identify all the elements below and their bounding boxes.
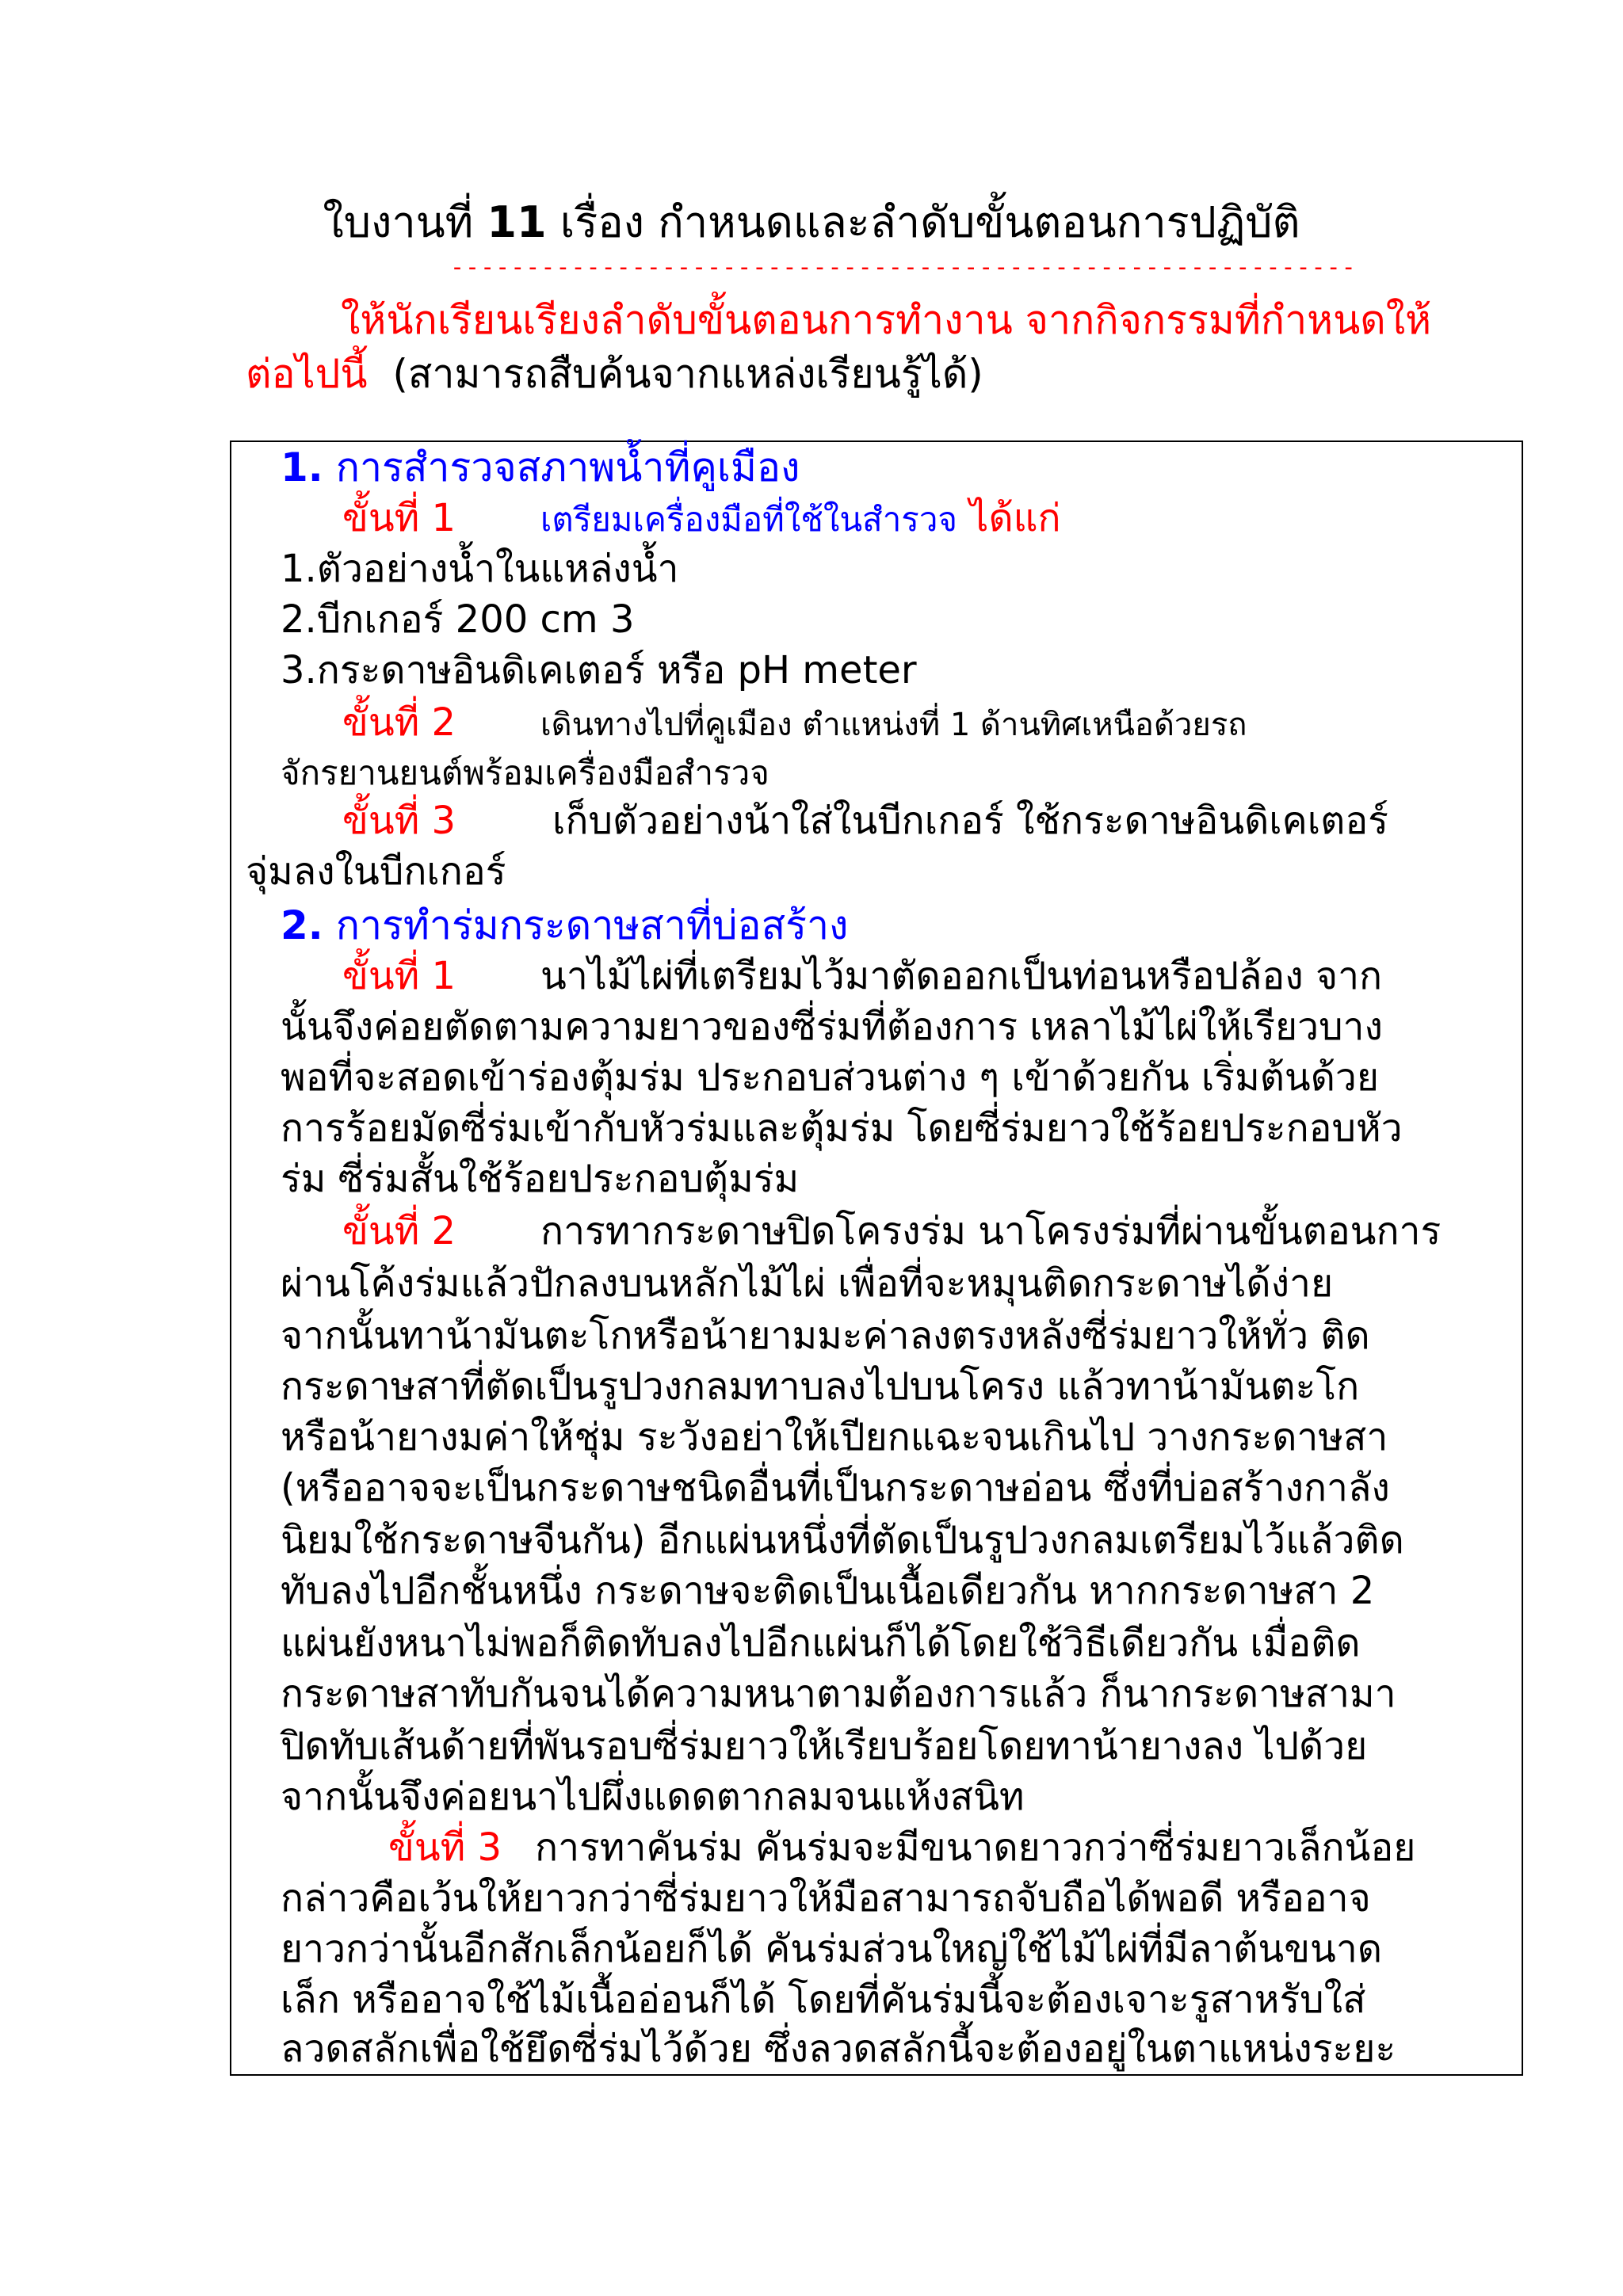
title-prefix: ใบงานที่ [323, 197, 487, 247]
paragraph-line: จากนั้นทาน้ามันตะโกหรือน้ายามมะค่าลงตรงหลังซี่ร่มยาวให้ทั่ว ติด [281, 1314, 1370, 1358]
list-item: 1.ตัวอย่างน้ำในแหล่งน้ำ [281, 547, 679, 591]
section-2-title: การทำร่มกระดาษสาที่บ่อสร้าง [335, 902, 849, 948]
section-2-heading [281, 902, 848, 949]
section-1-title: การสำรวจสภาพน้ำที่คูเมือง [335, 444, 800, 490]
paragraph-line: ยาวกว่านั้นอีกสักเล็กน้อยก็ได้ คันร่มส่วนใหญ่ใช้ไม้ไผ่ที่มีลาต้นขนาด [281, 1927, 1382, 1971]
paragraph-line: นั้นจึงค่อยตัดตามความยาวของซี่ร่มที่ต้องการ เหลาไม้ไผ่ให้เรียวบาง [281, 1005, 1383, 1049]
paragraph-line: กระดาษสาที่ตัดเป็นรูปวงกลมทาบลงไปบนโครง แล้วทาน้ามันตะโก [281, 1364, 1360, 1409]
step-continuation: จักรยานยนต์พร้อมเครื่องมือสำรวจ [281, 753, 769, 792]
step-label: ขั้นที่ 3 [342, 799, 456, 843]
paragraph-line: จากนั้นจึงค่อยนาไปผึ่งแดดตากลมจนแห้งสนิท [281, 1775, 1025, 1819]
section-2-step-3 [388, 1824, 1415, 1871]
instructions-line-2 [246, 347, 1490, 401]
section-2-step-1 [342, 952, 1382, 1000]
paragraph-line: หรือน้ายางมค่าให้ชุ่ม ระวังอย่าให้เปียกแฉะจนเกินไป วางกระดาษสา [281, 1415, 1388, 1459]
list-item: 2.บีกเกอร์ 200 cm 3 [281, 597, 635, 642]
paragraph-line: (หรืออาจจะเป็นกระดาษชนิดอื่นที่เป็นกระดาษอ่อน ซึ่งที่บ่อสร้างกาลัง [281, 1466, 1390, 1510]
paragraph-line: เล็ก หรืออาจใช้ไม้เนื้ออ่อนก็ได้ โดยที่คันร่มนี้จะต้องเจาะรูสาหรับใส่ [281, 1978, 1366, 2022]
section-2-number: 2. [281, 902, 323, 948]
step-label: ขั้นที่ 3 [388, 1825, 502, 1870]
instructions-line-1: ให้นักเรียนเรียงลำดับขั้นตอนการทำงาน จากกิจกรรมที่กำหนดให้ [341, 297, 1432, 343]
step-text: เตรียมเครื่องมือที่ใช้ในสำรวจ [540, 500, 958, 539]
title-number: 11 [487, 197, 547, 247]
step-text: การทาคันร่ม คันร่มจะมีขนาดยาวกว่าซี่ร่มยาวเล็กน้อย [535, 1825, 1416, 1870]
step-label: ขั้นที่ 1 [342, 496, 456, 540]
step-label: ขั้นที่ 2 [342, 700, 456, 745]
step-text: เดินทางไปที่คูเมือง ตำแหน่งที่ 1 ด้านทิศเหนือด้วยรถ [540, 707, 1247, 743]
instructions-note: (สามารถสืบค้นจากแหล่งเรียนรู้ได้) [392, 351, 983, 397]
section-1-number: 1. [281, 444, 323, 490]
worksheet-title [0, 195, 1623, 250]
paragraph-line: นิยมใช้กระดาษจีนกัน) อีกแผ่นหนึ่งที่ตัดเป็นรูปวงกลมเตรียมไว้แล้วติด [281, 1518, 1404, 1562]
list-item: 3.กระดาษอินดิเคเตอร์ หรือ pH meter [281, 648, 917, 692]
paragraph-line: แผ่นยังหนาไม่พอก็ติดทับลงไปอีกแผ่นก็ได้โดยใช้วิธีเดียวกัน เมื่อติด [281, 1621, 1361, 1665]
paragraph-line: ลวดสลักเพื่อใช้ยึดซี่ร่มไว้ด้วย ซึ่งลวดสลักนี้จะต้องอยู่ในตาแหน่งระยะ [281, 2027, 1396, 2071]
title-suffix: เรื่อง กำหนดและลำดับขั้นตอนการปฏิบัติ [546, 197, 1300, 247]
instructions [246, 293, 1490, 401]
paragraph-line: ปิดทับเส้นด้ายที่พันรอบซี่ร่มยาวให้เรียบร้อยโดยทาน้ายางลง ไปด้วย [281, 1724, 1368, 1768]
paragraph-line: ทับลงไปอีกชั้นหนึ่ง กระดาษจะติดเป็นเนื้อเดียวกัน หากกระดาษสา 2 [281, 1569, 1375, 1613]
paragraph-line: กล่าวคือเว้นให้ยาวกว่าซี่ร่มยาวให้มือสามารถจับถือได้พอดี หรืออาจ [281, 1876, 1371, 1920]
section-1-heading [281, 444, 800, 491]
step-text: การทากระดาษปิดโครงร่ม นาโครงร่มที่ผ่านขั้นตอนการ [540, 1209, 1442, 1253]
section-2-step-2 [342, 1207, 1441, 1255]
step-text: เก็บตัวอย่างน้าใส่ในบีกเกอร์ ใช้กระดาษอินดิเคเตอร์ [552, 799, 1388, 843]
paragraph-line: การร้อยมัดซี่ร่มเข้ากับหัวร่มและตุ้มร่ม โดยซี่ร่มยาวใช้ร้อยประกอบหัว [281, 1106, 1403, 1150]
section-1-step-2 [342, 699, 1247, 749]
section-1-step-1 [342, 494, 1061, 543]
step-text: นาไม้ไผ่ที่เตรียมไว้มาตัดออกเป็นท่อนหรือปล้อง จาก [540, 954, 1383, 998]
paragraph-line: พอที่จะสอดเข้าร่องตุ้มร่ม ประกอบส่วนต่าง ๆ เข้าด้วยกัน เริ่มต้นด้วย [281, 1055, 1379, 1100]
step-label: ขั้นที่ 2 [342, 1209, 456, 1253]
step-continuation: จุ่มลงในบีกเกอร์ [246, 849, 506, 894]
title-divider: ------------------------------------------------------------ [450, 254, 1357, 281]
step-label: ขั้นที่ 1 [342, 954, 456, 998]
step-tail: ได้แก่ [969, 496, 1061, 540]
paragraph-line: กระดาษสาทับกันจนได้ความหนาตามต้องการแล้ว ก็นากระดาษสามา [281, 1672, 1396, 1716]
paragraph-line: ร่ม ซี่ร่มสั้นใช้ร้อยประกอบตุ้มร่ม [281, 1157, 800, 1201]
instructions-red-text: ต่อไปนี้ [246, 351, 368, 397]
section-1-step-3 [342, 797, 1388, 845]
paragraph-line: ผ่านโค้งร่มแล้วปักลงบนหลักไม้ไผ่ เพื่อที่จะหมุนติดกระดาษได้ง่าย [281, 1261, 1334, 1306]
